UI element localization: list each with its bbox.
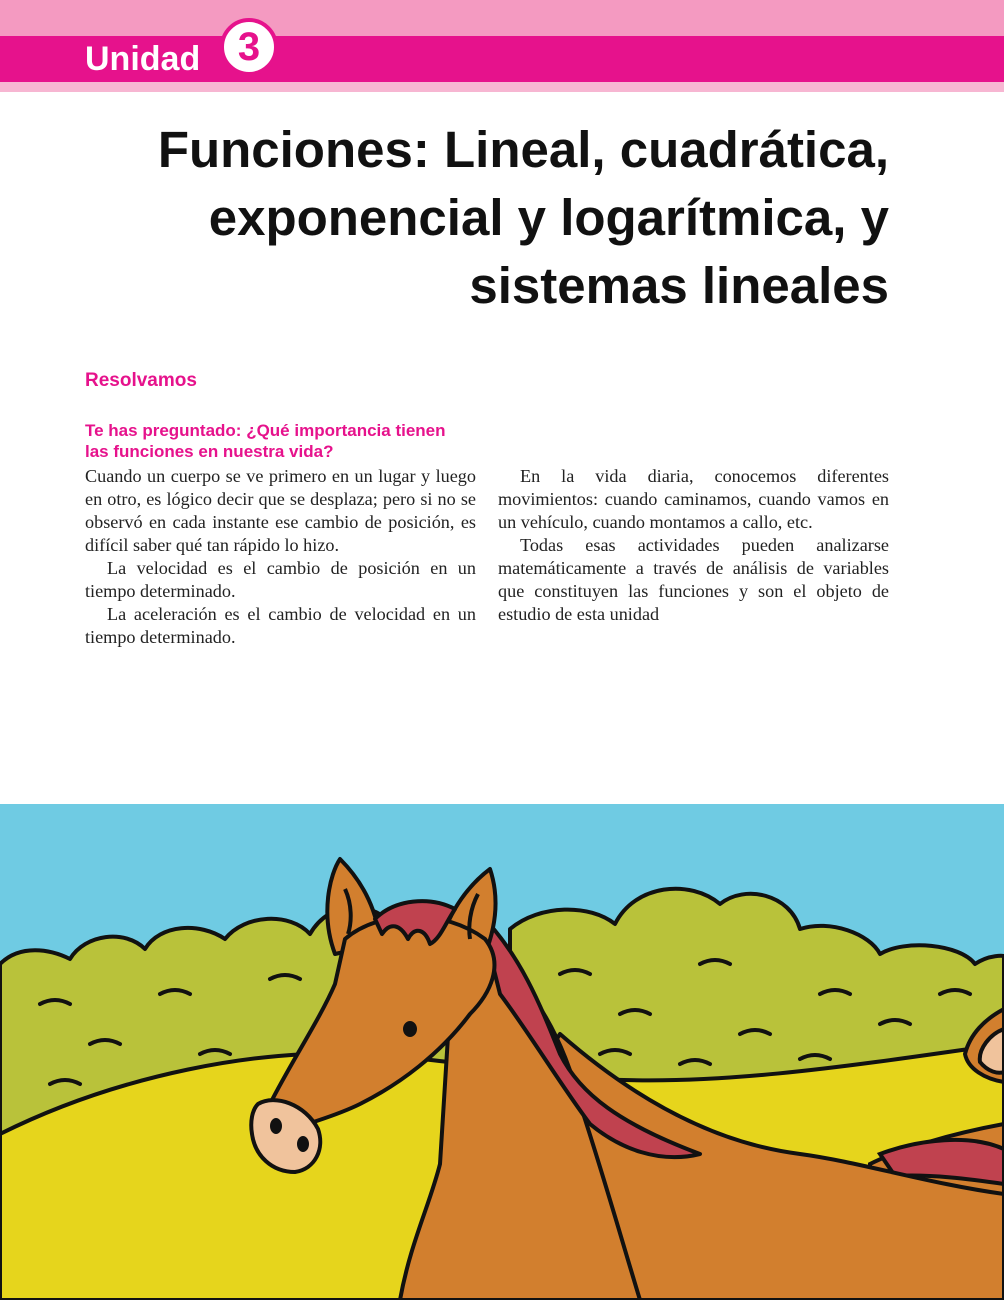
horse-nostril: [270, 1118, 282, 1134]
unit-number-badge: [220, 18, 278, 76]
paragraph: En la vida diaria, conocemos diferentes movimientos: cuando caminamos, cuando vamos en un vehículo, cuando montamos a callo, etc.: [498, 466, 889, 532]
header-bottom-strip: [0, 82, 1004, 92]
paragraph: Cuando un cuerpo se ve primero en un lugar y luego en otro, es lógico decir que se desplaza; pero si no se observó en cada instante ese cambio de posición, es difícil saber qué tan rápido lo hizo.: [85, 466, 476, 555]
subheading-line: las funciones en nuestra vida?: [85, 442, 334, 461]
page-title-line: Funciones: Lineal, cuadrática,: [157, 121, 889, 178]
paragraph: La aceleración es el cambio de velocidad en un tiempo determinado.: [85, 604, 476, 647]
horse-nostril: [297, 1136, 309, 1152]
unit-label: Unidad: [85, 40, 201, 78]
section-title: Resolvamos: [85, 370, 197, 391]
header-top-strip: [0, 0, 1004, 36]
page-title-line: exponencial y logarítmica, y: [208, 189, 889, 246]
body-column-left: [85, 465, 476, 649]
paragraph: La velocidad es el cambio de posición en un tiempo determinado.: [85, 558, 476, 601]
question-subheading: [85, 420, 485, 462]
unit-number: 3: [237, 25, 261, 69]
page-title: [69, 116, 889, 320]
body-column-right: [498, 465, 889, 626]
paragraph: Todas esas actividades pueden analizarse matemáticamente a través de análisis de variables que constituyen las funciones y son el objeto de estudio de esta unidad: [498, 535, 889, 624]
page-title-line: sistemas lineales: [469, 257, 889, 314]
horse-illustration: [0, 804, 1004, 1300]
subheading-line: Te has preguntado: ¿Qué importancia tienen: [85, 421, 446, 440]
horse-eye: [403, 1021, 417, 1037]
